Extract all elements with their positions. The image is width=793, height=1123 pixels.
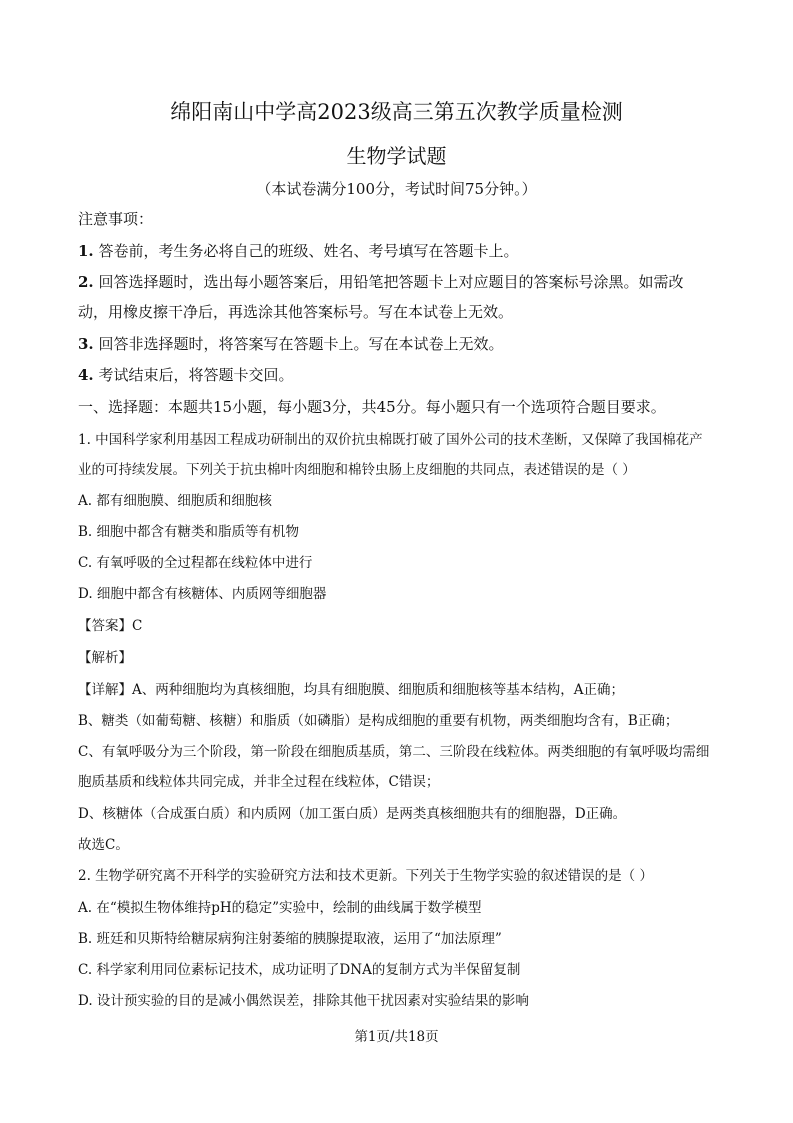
analysis-label: 【解析】 (78, 650, 132, 666)
section-title: 一、选择题：本题共15小题，每小题3分，共45分。每小题只有一个选项符合题目要求。 (78, 398, 666, 416)
note-number: 4. (78, 366, 94, 384)
exam-title: 绵阳南山中学高2023级高三第五次教学质量检测 (170, 100, 623, 124)
exam-info: （本试卷满分100分，考试时间75分钟。） (256, 180, 537, 198)
question-1-option-a: A. 都有细胞膜、细胞质和细胞核 (78, 493, 272, 509)
note-text: 答卷前，考生务必将自己的班级、姓名、考号填写在答题卡上。 (98, 242, 519, 260)
question-2-stem: 2. 生物学研究离不开科学的实验研究方法和技术更新。下列关于生物学实验的叙述错误的是（ ） (78, 868, 653, 884)
explanation-line: 故选C。 (78, 837, 129, 853)
question-1-option-d: D. 细胞中都含有核糖体、内质网等细胞器 (78, 586, 327, 602)
note-text: 回答选择题时，选出每小题答案后，用铅笔把答题卡上对应题目的答案标号涂黑。如需改 (98, 273, 684, 291)
note-number: 1. (78, 242, 94, 260)
question-1-option-b: B. 细胞中都含有糖类和脂质等有机物 (78, 524, 300, 540)
question-2-option-d: D. 设计预实验的目的是减小偶然误差，排除其他干扰因素对实验结果的影响 (78, 993, 529, 1009)
question-2-option-c: C. 科学家利用同位素标记技术，成功证明了DNA的复制方式为半保留复制 (78, 962, 521, 978)
subject-title: 生物学试题 (346, 144, 447, 168)
note-number: 2. (78, 273, 94, 291)
question-1-stem-line-2: 业的可持续发展。下列关于抗虫棉叶肉细胞和棉铃虫肠上皮细胞的共同点，表述错误的是（ ） (78, 462, 636, 478)
page-number: 第1页/共18页 (354, 1029, 439, 1045)
question-1-option-c: C. 有氧呼吸的全过程都在线粒体中进行 (78, 555, 313, 571)
explanation-line: C、有氧呼吸分为三个阶段，第一阶段在细胞质基质，第二、三阶段在线粒体。两类细胞的有氧呼吸均需细 (78, 744, 710, 760)
explanation-line: B、糖类（如葡萄糖、核糖）和脂质（如磷脂）是构成细胞的重要有机物，两类细胞均含有，B正确； (78, 713, 679, 729)
question-2-option-a: A. 在“模拟生物体维持pH的稳定”实验中，绘制的曲线属于数学模型 (78, 900, 482, 916)
note-item (78, 240, 518, 261)
note-item (78, 271, 683, 292)
explanation-line: 胞质基质和线粒体共同完成，并非全过程在线粒体，C错误； (78, 774, 440, 790)
notes-heading: 注意事项： (78, 210, 154, 228)
note-text: 考试结束后，将答题卡交回。 (98, 366, 294, 384)
note-item (78, 333, 503, 354)
note-item (78, 364, 293, 385)
answer-label: 【答案】C (78, 618, 143, 634)
note-text-continued: 动，用橡皮擦干净后，再选涂其他答案标号。写在本试卷上无效。 (78, 303, 514, 321)
question-1-stem-line-1: 1. 中国科学家利用基因工程成功研制出的双价抗虫棉既打破了国外公司的技术垄断，又保障了我国棉花产 (78, 432, 703, 448)
question-2-option-b: B. 班廷和贝斯特给糖尿病狗注射萎缩的胰腺提取液，运用了“加法原理” (78, 931, 502, 947)
note-text: 回答非选择题时，将答案写在答题卡上。写在本试卷上无效。 (98, 335, 504, 353)
note-number: 3. (78, 335, 94, 353)
explanation-line: 【详解】A、两种细胞均为真核细胞，均具有细胞膜、细胞质和细胞核等基本结构，A正确； (78, 682, 624, 698)
explanation-line: D、核糖体（合成蛋白质）和内质网（加工蛋白质）是两类真核细胞共有的细胞器，D正确。 (78, 806, 627, 822)
